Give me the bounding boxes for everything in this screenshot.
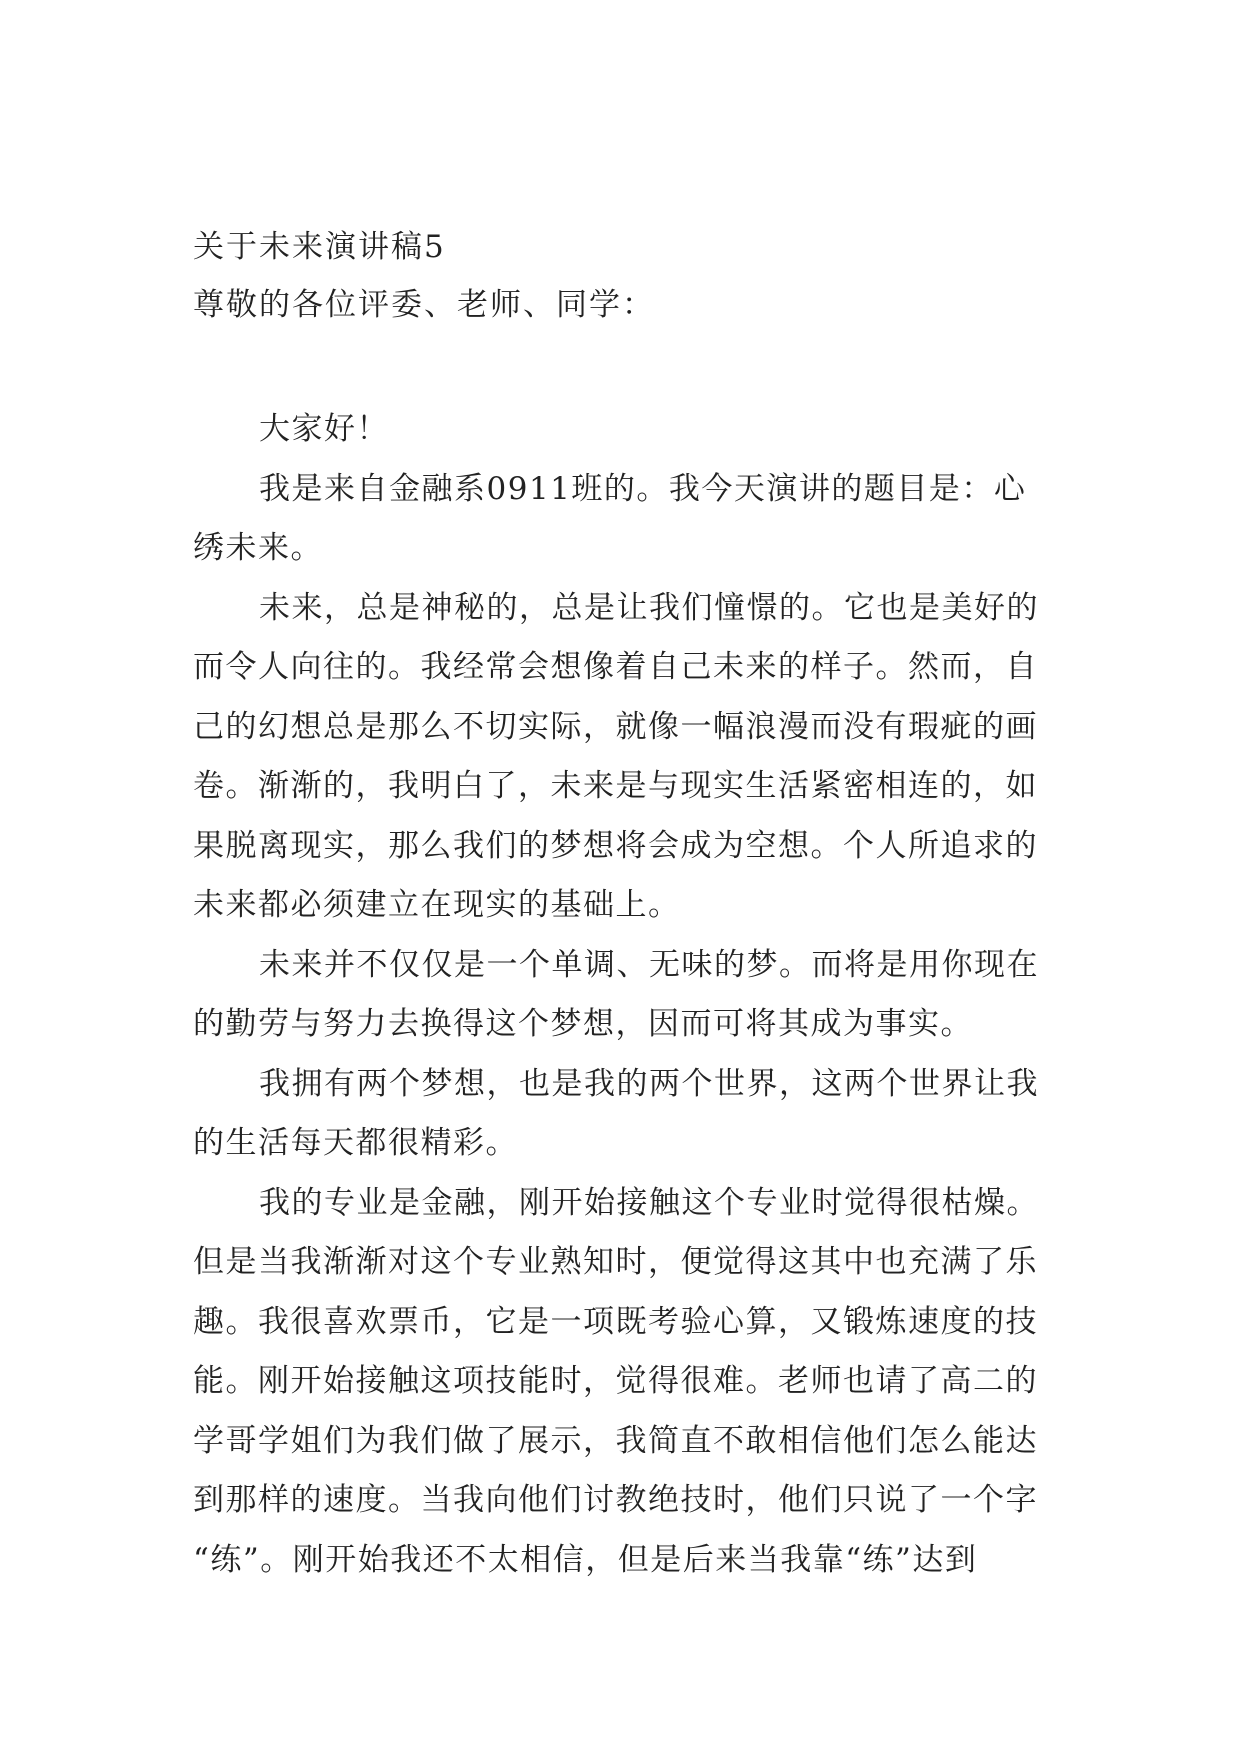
paragraph-line: 大家好！ — [259, 411, 389, 447]
paragraph-line: 到那样的速度。当我向他们讨教绝技时，他们只说了一个字 — [193, 1482, 1038, 1518]
paragraph-line: 未来，总是神秘的，总是让我们憧憬的。它也是美好的 — [259, 589, 1039, 626]
paragraph-line: 卷。渐渐的，我明白了，未来是与现实生活紧密相连的，如 — [193, 768, 1038, 804]
paragraph-line: 我是来自金融系0911班的。我今天演讲的题目是：心 — [259, 470, 1027, 507]
paragraph-line: 而令人向往的。我经常会想像着自己未来的样子。然而，自 — [193, 649, 1038, 685]
document-title: 关于未来演讲稿5 — [193, 229, 446, 265]
speech-body — [193, 400, 1053, 1590]
salutation: 尊敬的各位评委、老师、同学： — [193, 287, 655, 323]
paragraph-line: “练”。刚开始我还不太相信，但是后来当我靠“练”达到 — [193, 1541, 978, 1578]
paragraph-line: 己的幻想总是那么不切实际，就像一幅浪漫而没有瑕疵的画 — [193, 708, 1038, 745]
paragraph-line: 但是当我渐渐对这个专业熟知时，便觉得这其中也充满了乐 — [193, 1244, 1038, 1280]
paragraph-line: 趣。我很喜欢票币，它是一项既考验心算，又锻炼速度的技 — [193, 1303, 1038, 1340]
paragraph-line: 能。刚开始接触这项技能时，觉得很难。老师也请了高二的 — [193, 1363, 1038, 1399]
paragraph-line: 绣未来。 — [193, 530, 323, 566]
paragraph-line: 果脱离现实，那么我们的梦想将会成为空想。个人所追求的 — [193, 827, 1038, 864]
paragraph-line: 的勤劳与努力去换得这个梦想，因而可将其成为事实。 — [193, 1006, 973, 1042]
paragraph-line: 学哥学姐们为我们做了展示，我简直不敢相信他们怎么能达 — [193, 1422, 1038, 1459]
paragraph-line: 未来都必须建立在现实的基础上。 — [193, 887, 681, 923]
paragraph-line: 的生活每天都很精彩。 — [193, 1125, 518, 1161]
paragraph-line: 我的专业是金融，刚开始接触这个专业时觉得很枯燥。 — [259, 1184, 1039, 1221]
paragraph-line: 未来并不仅仅是一个单调、无味的梦。而将是用你现在 — [259, 946, 1039, 983]
paragraph-line: 我拥有两个梦想，也是我的两个世界，这两个世界让我 — [259, 1065, 1039, 1102]
